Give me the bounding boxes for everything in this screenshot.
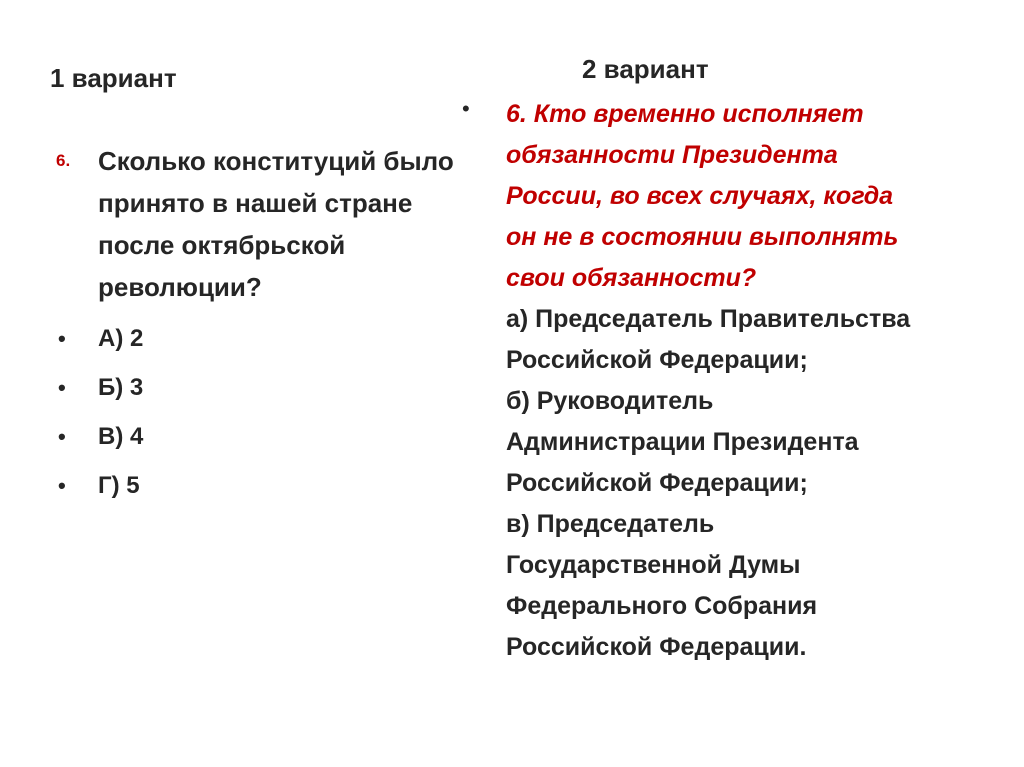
question-line [56, 140, 496, 182]
variant-2-body [506, 94, 1002, 668]
question-line [56, 182, 496, 224]
question-line: России, во всех случаях, когда [506, 182, 894, 210]
answer-line: б) Руководитель [506, 387, 714, 415]
question-text: Сколько конституций было [98, 146, 454, 176]
answer-line: Российской Федерации; [506, 346, 808, 374]
bullet-icon: • [462, 96, 470, 121]
answer-line: Федерального Собрания [506, 592, 818, 620]
answer-option-g [56, 461, 496, 510]
variant-1-heading: 1 вариант [50, 63, 177, 93]
bullet-icon: • [58, 375, 66, 400]
answer-line: а) Председатель Правительства [506, 305, 911, 333]
question-text: революции? [98, 272, 262, 302]
bullet-icon: • [58, 473, 66, 498]
answer-option-a [56, 314, 496, 363]
bullet-icon: • [58, 326, 66, 351]
answer-line: Государственной Думы [506, 551, 801, 579]
question-line [56, 224, 496, 266]
variant-2-question-block [462, 94, 1002, 668]
question-line: он не в состоянии выполнять [506, 223, 899, 251]
answer-option-label: А) 2 [98, 325, 144, 352]
bullet-icon: • [58, 424, 66, 449]
answer-option-v [56, 412, 496, 461]
answer-option-b [56, 363, 496, 412]
answer-line: Российской Федерации; [506, 469, 808, 497]
answer-option-label: В) 4 [98, 423, 144, 450]
answer-option-label: Б) 3 [98, 374, 144, 401]
question-line [56, 266, 496, 308]
question-line: 6. Кто временно исполняет [506, 100, 864, 128]
question-line: свои обязанности? [506, 264, 757, 292]
answer-line: Администрации Президента [506, 428, 859, 456]
answer-line: в) Председатель [506, 510, 715, 538]
question-line: обязанности Президента [506, 141, 838, 169]
question-text: принято в нашей стране [98, 188, 413, 218]
variant-2-heading: 2 вариант [582, 54, 709, 84]
answer-option-label: Г) 5 [98, 472, 140, 499]
answer-options-list [56, 314, 496, 510]
answer-line: Российской Федерации. [506, 633, 807, 661]
question-text: после октябрьской [98, 230, 346, 260]
variant-1-question-block [56, 140, 496, 510]
question-number: 6. [56, 151, 71, 170]
